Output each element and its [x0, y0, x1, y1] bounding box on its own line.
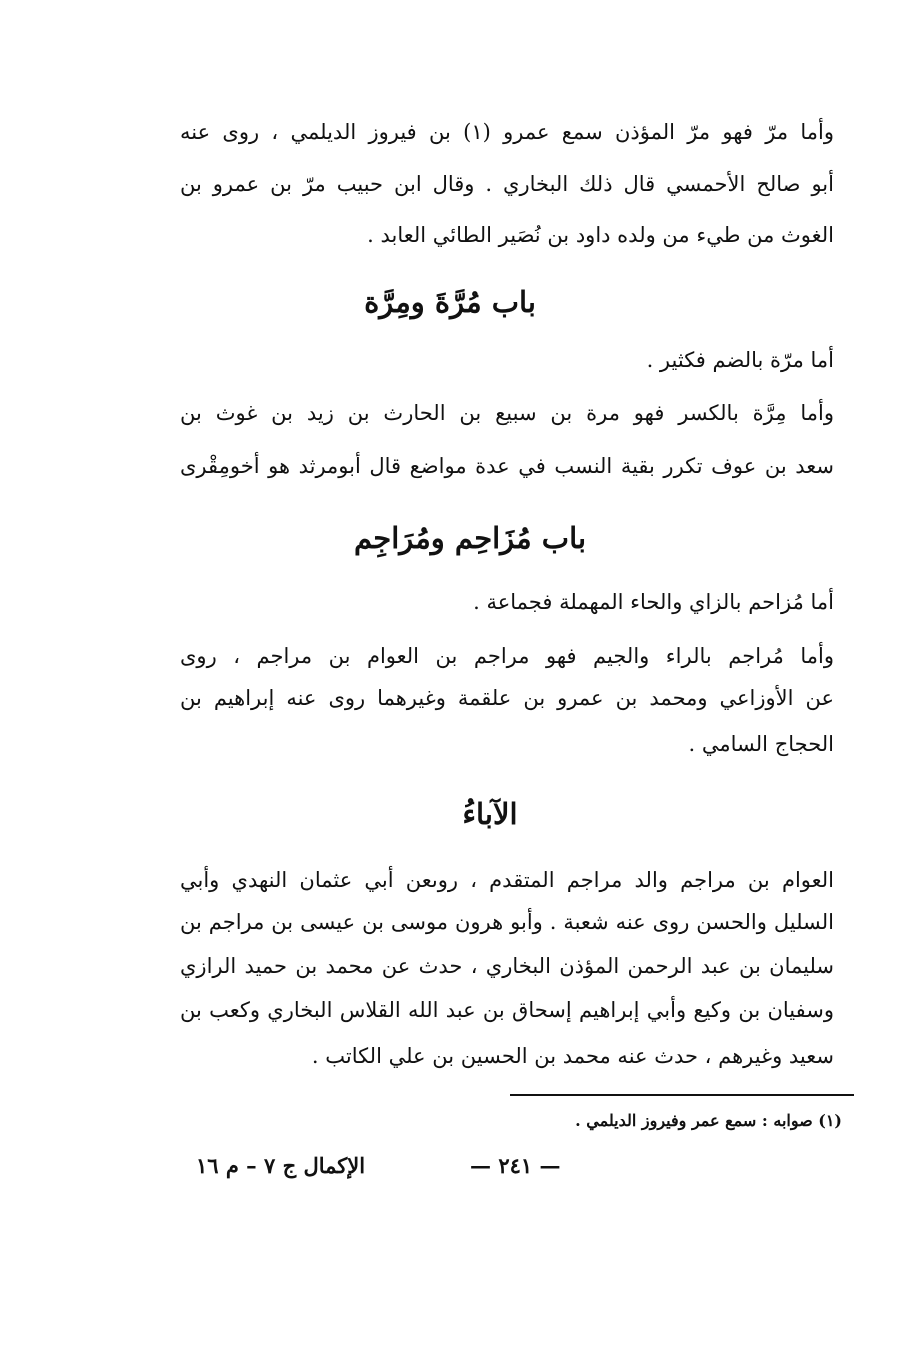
- paragraph-line: سعيد وغيرهم ، حدث عنه محمد بن الحسين بن علي الكاتب .: [311, 1044, 834, 1068]
- paragraph-line: وأما مرّ فهو مرّ المؤذن سمع عمرو (١) بن فيروز الديلمي ، روى عنه: [180, 120, 834, 144]
- paragraph-line: السليل والحسن روى عنه شعبة . وأبو هرون موسى بن عيسى بن مراجم بن: [180, 910, 834, 934]
- section-heading: الآباءُ: [462, 797, 518, 831]
- footnote: (١) صوابه : سمع عمر وفيروز الديلمي .: [575, 1111, 842, 1130]
- paragraph-line: سليمان بن عبد الرحمن المؤذن البخاري ، حدث عن محمد بن حميد الرازي: [180, 954, 834, 978]
- paragraph-line: وسفيان بن وكيع وأبي إبراهيم إسحاق بن عبد الله القلاس البخاري وكعب بن: [180, 998, 834, 1022]
- section-heading: باب مُرَّةَ ومِرَّة: [364, 285, 536, 319]
- book-reference: الإكمال ج ٧ – م ١٦: [196, 1153, 366, 1178]
- paragraph-line: أما مرّة بالضم فكثير .: [646, 348, 834, 372]
- paragraph-line: الغوث من طيء من ولده داود بن نُصَير الطائي العابد .: [367, 223, 834, 247]
- paragraph-line: الحجاج السامي .: [688, 732, 834, 756]
- paragraph-line: وأما مِرَّة بالكسر فهو مرة بن سبيع بن الحارث بن زيد بن غوث بن: [180, 401, 834, 425]
- paragraph-line: أما مُزاحم بالزاي والحاء المهملة فجماعة .: [473, 590, 834, 614]
- footnote-separator: [510, 1094, 854, 1096]
- paragraph-line: أبو صالح الأحمسي قال ذلك البخاري . وقال ابن حبيب مرّ بن عمرو بن: [180, 172, 834, 196]
- paragraph-line: العوام بن مراجم والد مراجم المتقدم ، روىعن أبي عثمان النهدي وأبي: [180, 868, 834, 892]
- section-heading: باب مُزَاحِم ومُرَاجِم: [353, 521, 587, 555]
- page-number: — ٢٤١ —: [470, 1153, 561, 1178]
- paragraph-line: عن الأوزاعي ومحمد بن عمرو بن علقمة وغيرهما روى عنه إبراهيم بن: [180, 686, 834, 710]
- paragraph-line: وأما مُراجم بالراء والجيم فهو مراجم بن العوام بن مراجم ، روى: [180, 644, 834, 668]
- paragraph-line: سعد بن عوف تكرر بقية النسب في عدة مواضع قال أبومرثد هو أخومِقْرى: [180, 454, 834, 478]
